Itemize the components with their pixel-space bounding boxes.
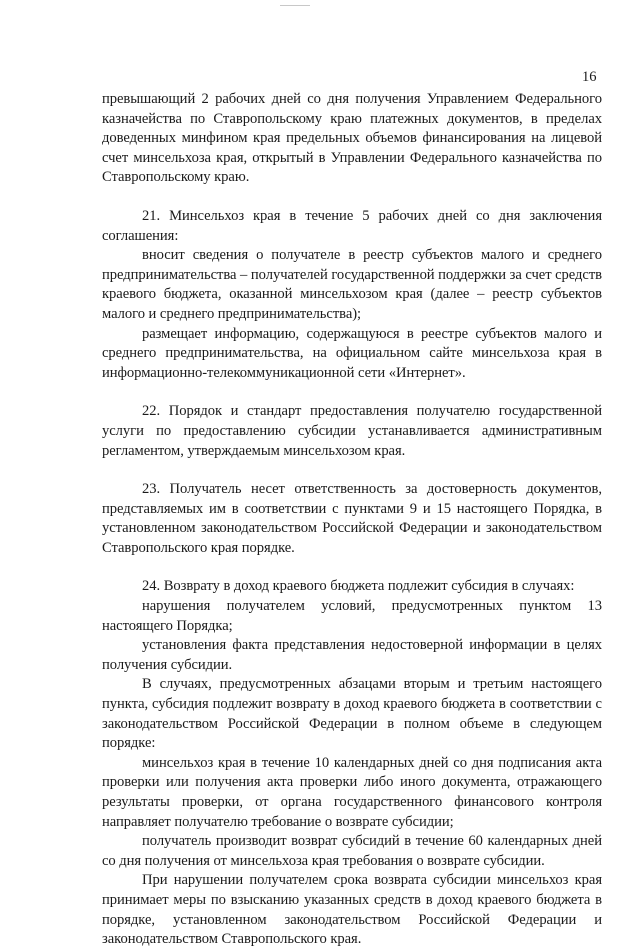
paragraph-clause-24: 24. Возврату в доход краевого бюджета подлежит субсидия в случаях:	[142, 578, 575, 595]
paragraph-clause-23: 23. Получатель несет ответственность за достоверность документов, представляемых им в соответствии с пунктами 9 и 15 настоящего Порядка, в установленном законодательством Российской Федерации и законодательством Ставропольского края порядке.	[102, 481, 602, 556]
scan-mark	[280, 5, 310, 6]
paragraph-clause-24-procedure: В случаях, предусмотренных абзацами вторым и третьим настоящего пункта, субсидия подлежит возврату в доход краевого бюджета в соответствии с законодательством Российской Федерации в полном объеме в следующем порядке:	[102, 676, 602, 752]
page-number: 16	[582, 69, 597, 85]
paragraph-clause-22: 22. Порядок и стандарт предоставления получателю государственной услуги по предоставлению субсидии устанавливается административным регламентом, утверждаемым минсельхозом края.	[102, 403, 602, 459]
paragraph-clause-24-enforcement: При нарушении получателем срока возврата субсидии минсельхоз края принимает меры по взысканию указанных средств в доход краевого бюджета в порядке, установленном законодательством Российской Федерации и законодательством Ставропольского края.	[102, 872, 602, 948]
paragraph-clause-21-item-2: размещает информацию, содержащуюся в реестре субъектов малого и среднего предпринимательства, на официальном сайте минсельхоза края в информационно-телекоммуникационной сети «Интернет».	[102, 325, 602, 381]
paragraph-clause-24-case-2: установления факта представления недостоверной информации в целях получения субсидии.	[102, 637, 602, 673]
paragraph-clause-24-step-2: получатель производит возврат субсидий в течение 60 календарных дней со дня получения от минсельхоза края требования о возврате субсидии.	[102, 833, 602, 869]
document-body	[102, 90, 602, 950]
paragraph-clause-21-item-1: вносит сведения о получателе в реестр субъектов малого и среднего предпринимательства – получателей государственной поддержки за счет средств краевого бюджета, оказанной минсельхозом края (далее – реестр субъектов малого и среднего предпринимательства);	[102, 247, 603, 322]
paragraph-clause-24-step-1: минсельхоз края в течение 10 календарных дней со дня подписания акта проверки или получения акта проверки либо иного документа, отражающего результаты проверки, от органа государственного финансового контроля направляет получателю требование о возврате субсидии;	[102, 754, 602, 830]
paragraph-continuation: превышающий 2 рабочих дней со дня получения Управлением Федерального казначейства по Ставропольскому краю платежных документов, в пределах доведенных минфином края предельных объемов финансирования на лицевой счет минсельхоза края, открытый в Управлении Федерального казначейства по Ставропольскому краю.	[102, 91, 602, 186]
paragraph-clause-24-case-1: нарушения получателем условий, предусмотренных пунктом 13 настоящего Порядка;	[102, 598, 602, 634]
paragraph-clause-21: 21. Минсельхоз края в течение 5 рабочих дней со дня заключения соглашения:	[102, 207, 602, 244]
